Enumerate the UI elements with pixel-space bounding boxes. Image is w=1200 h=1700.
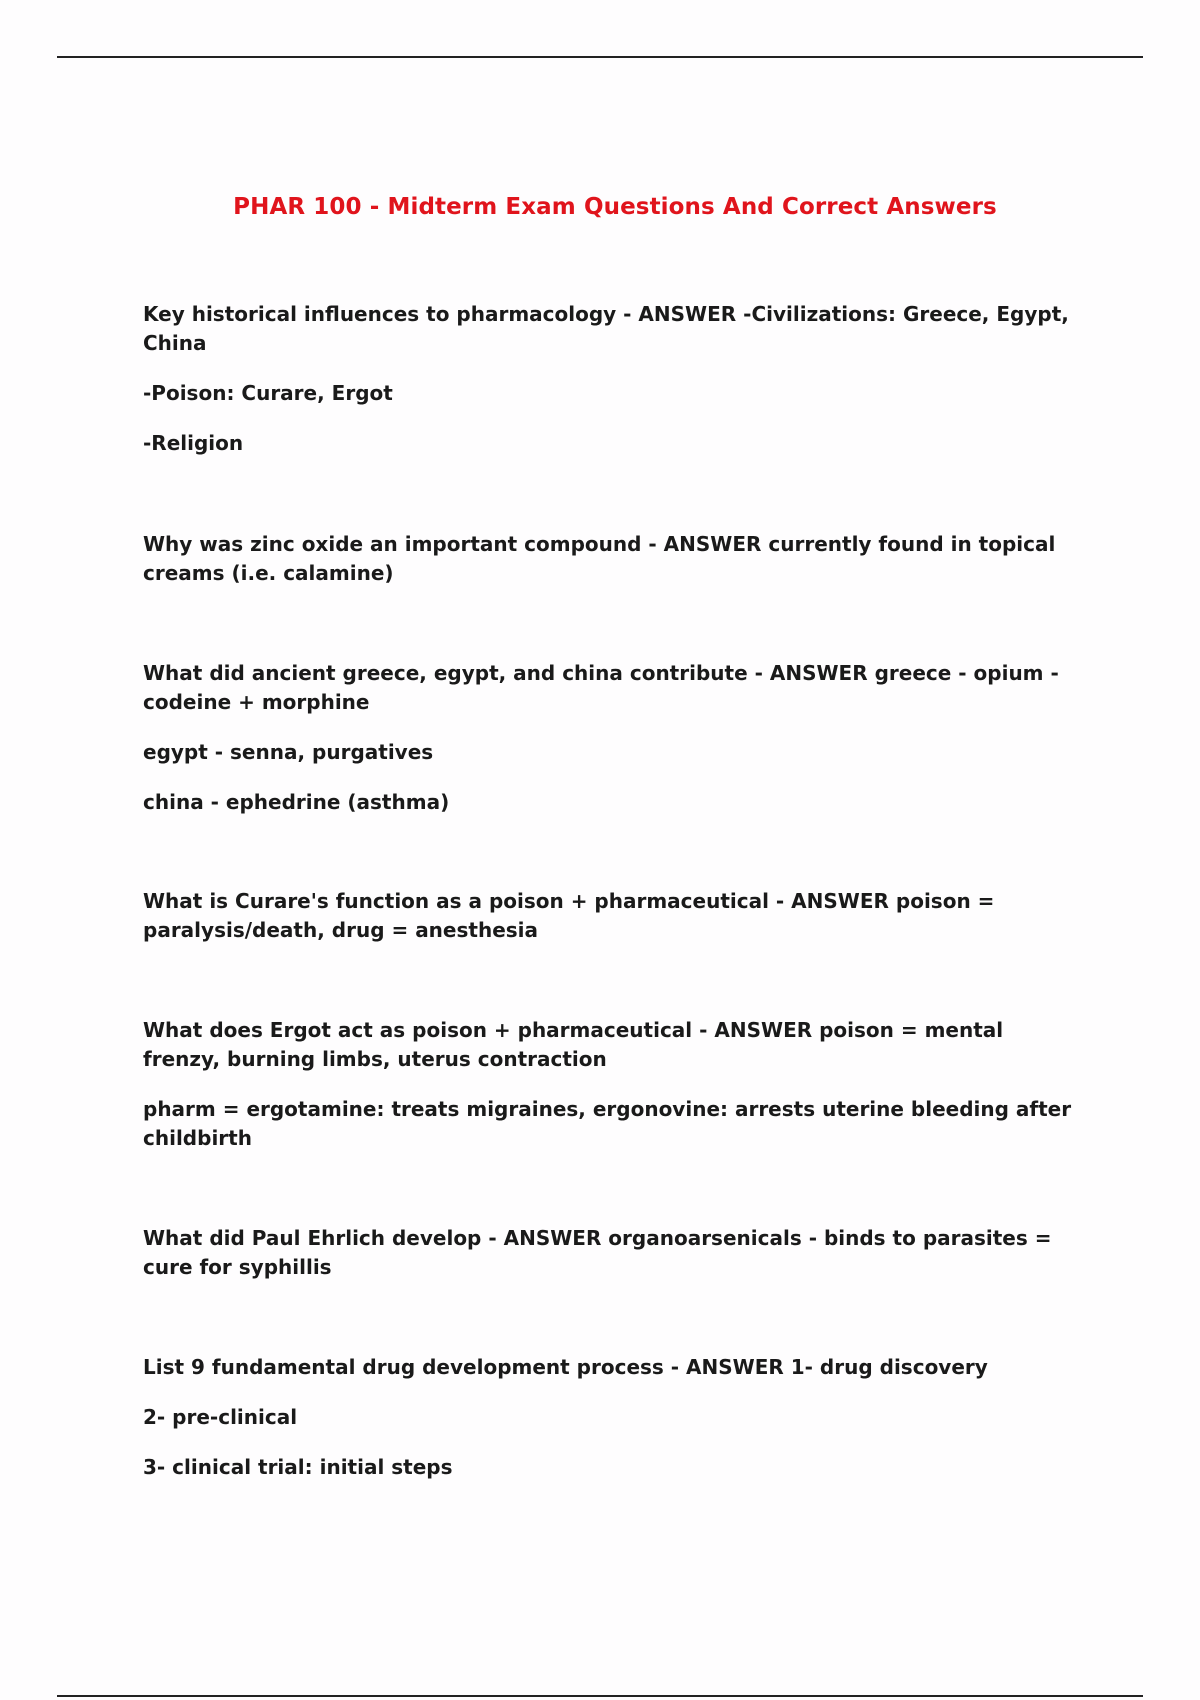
qa-answer-line: china - ephedrine (asthma) [143, 790, 450, 814]
qa-block [143, 1353, 1083, 1482]
qa-question-line: List 9 fundamental drug development process - ANSWER 1- drug discovery [143, 1355, 988, 1379]
qa-block [143, 1016, 1083, 1153]
qa-answer-line: egypt - senna, purgatives [143, 740, 434, 764]
qa-answer-line: pharm = ergotamine: treats migraines, ergonovine: arrests uterine bleeding after childbirth [143, 1097, 1072, 1150]
footer-rule [57, 1695, 1143, 1697]
qa-answer-line: 2- pre-clinical [143, 1405, 298, 1429]
qa-question-line: Why was zinc oxide an important compound - ANSWER currently found in topical creams (i.e. calamine) [143, 532, 1056, 585]
qa-block [143, 300, 1083, 458]
qa-question-line: What is Curare's function as a poison + pharmaceutical - ANSWER poison = paralysis/death, drug = anesthesia [143, 889, 995, 942]
header-rule [57, 56, 1143, 58]
qa-answer-line: -Religion [143, 431, 244, 455]
qa-answer-line: 3- clinical trial: initial steps [143, 1455, 453, 1479]
qa-question-line: What did ancient greece, egypt, and china contribute - ANSWER greece - opium - codeine + morphine [143, 661, 1059, 714]
qa-question-line: What did Paul Ehrlich develop - ANSWER organoarsenicals - binds to parasites = cure for syphillis [143, 1226, 1052, 1279]
qa-question-line: What does Ergot act as poison + pharmaceutical - ANSWER poison = mental frenzy, burning limbs, uterus contraction [143, 1018, 1004, 1071]
qa-answer-line: -Poison: Curare, Ergot [143, 381, 393, 405]
qa-block [143, 530, 1083, 588]
qa-question-line: Key historical influences to pharmacology - ANSWER -Civilizations: Greece, Egypt, China [143, 302, 1069, 355]
document-title: PHAR 100 - Midterm Exam Questions And Correct Answers [233, 194, 997, 220]
qa-block [143, 1224, 1083, 1282]
qa-block [143, 659, 1083, 817]
qa-block [143, 887, 1083, 945]
